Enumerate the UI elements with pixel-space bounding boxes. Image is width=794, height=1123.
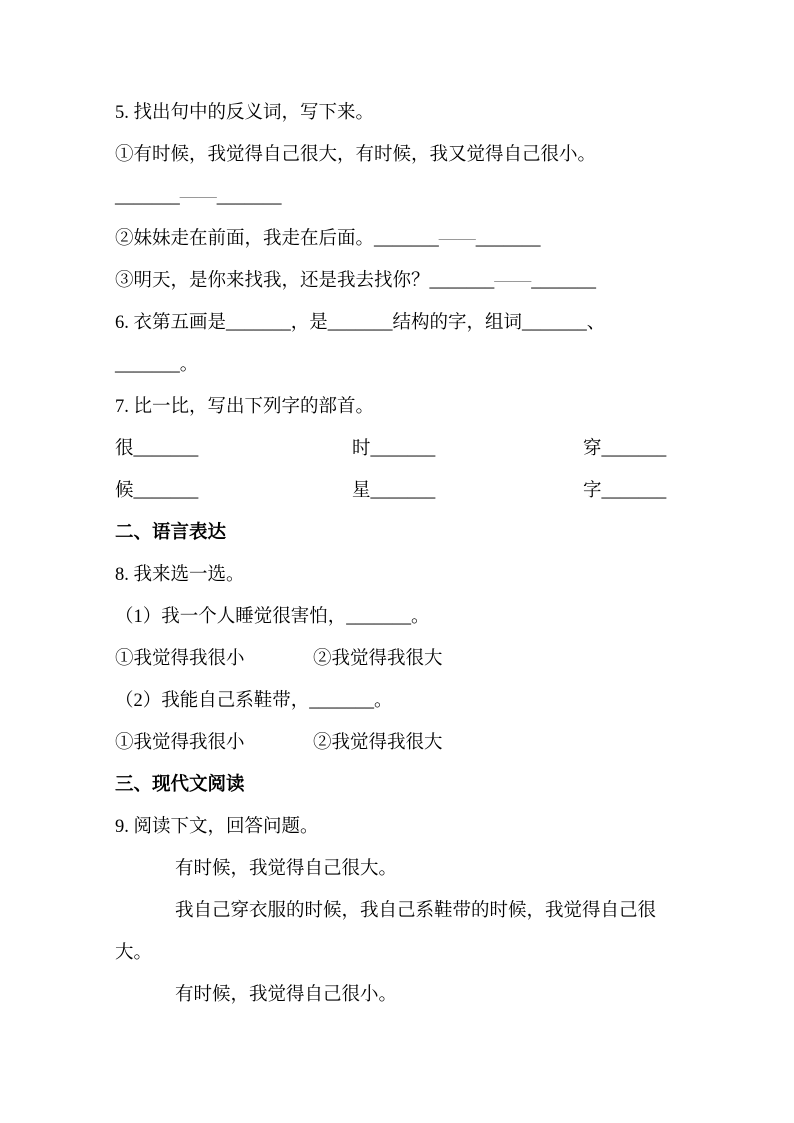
blank-underline: _______ (531, 271, 597, 291)
option-2: ②我觉得我很大 (313, 733, 443, 753)
question-text: （1）我一个人睡觉很害怕，_______。 (115, 607, 430, 627)
radical-item: 候_______ (115, 481, 199, 501)
passage-text: 我自己穿衣服的时候，我自己系鞋带的时候，我觉得自己很 (175, 901, 657, 921)
passage-text: 有时候，我觉得自己很小。 (175, 985, 398, 1005)
q5-title (115, 92, 694, 134)
question-text: 9. 阅读下文，回答问题。 (115, 817, 319, 837)
question-text: 7. 比一比，写出下列字的部首。 (115, 397, 375, 417)
option-2: ②我觉得我很大 (313, 649, 443, 669)
blank-underline: _______。 (115, 355, 199, 375)
blank-underline: _______ (216, 187, 282, 207)
passage-line-2 (115, 890, 694, 932)
radical-item: 字_______ (583, 481, 667, 501)
q8-options-1 (115, 638, 694, 680)
section-2-heading (115, 512, 694, 554)
q7-row-2 (115, 470, 694, 512)
q6-question-cont (115, 344, 694, 386)
q5-sentence-1 (115, 134, 694, 176)
passage-line-1 (115, 848, 694, 890)
dash-separator: —— (438, 229, 476, 249)
section-3-heading (115, 764, 694, 806)
q8-options-2 (115, 722, 694, 764)
option-1: ①我觉得我很小 (115, 733, 245, 753)
question-text: （2）我能自己系鞋带，_______。 (115, 691, 393, 711)
question-text: 5. 找出句中的反义词，写下来。 (115, 103, 375, 123)
blank-underline: _______ (475, 229, 541, 249)
passage-text: 大。 (115, 943, 153, 963)
blank-underline: _______ (115, 187, 180, 207)
question-text: 6. 衣第五画是_______，是_______结构的字，组词_______、 (115, 313, 606, 333)
q5-answer-blank-1 (115, 176, 694, 218)
q8-sub-question-2 (115, 680, 694, 722)
q5-sentence-3 (115, 260, 694, 302)
dash-separator: —— (179, 187, 217, 207)
q6-question (115, 302, 694, 344)
section-heading-text: 二、语言表达 (115, 523, 227, 543)
q7-row-1 (115, 428, 694, 470)
q8-title (115, 554, 694, 596)
q7-title (115, 386, 694, 428)
section-heading-text: 三、现代文阅读 (115, 775, 245, 795)
question-text: 8. 我来选一选。 (115, 565, 245, 585)
passage-line-2-cont (115, 932, 694, 974)
option-1: ①我觉得我很小 (115, 649, 245, 669)
sentence-text: ②妹妹走在前面，我走在后面。_______ (115, 229, 439, 249)
q5-sentence-2 (115, 218, 694, 260)
passage-line-3 (115, 974, 694, 1016)
radical-item: 星_______ (352, 481, 436, 501)
passage-text: 有时候，我觉得自己很大。 (175, 859, 398, 879)
radical-item: 穿_______ (583, 439, 667, 459)
sentence-text: ③明天，是你来找我，还是我去找你？_______ (115, 271, 495, 291)
dash-separator: —— (494, 271, 532, 291)
q8-sub-question-1 (115, 596, 694, 638)
q9-title (115, 806, 694, 848)
sentence-text: ①有时候，我觉得自己很大，有时候，我又觉得自己很小。 (115, 145, 597, 165)
radical-item: 很_______ (115, 439, 199, 459)
radical-item: 时_______ (352, 439, 436, 459)
